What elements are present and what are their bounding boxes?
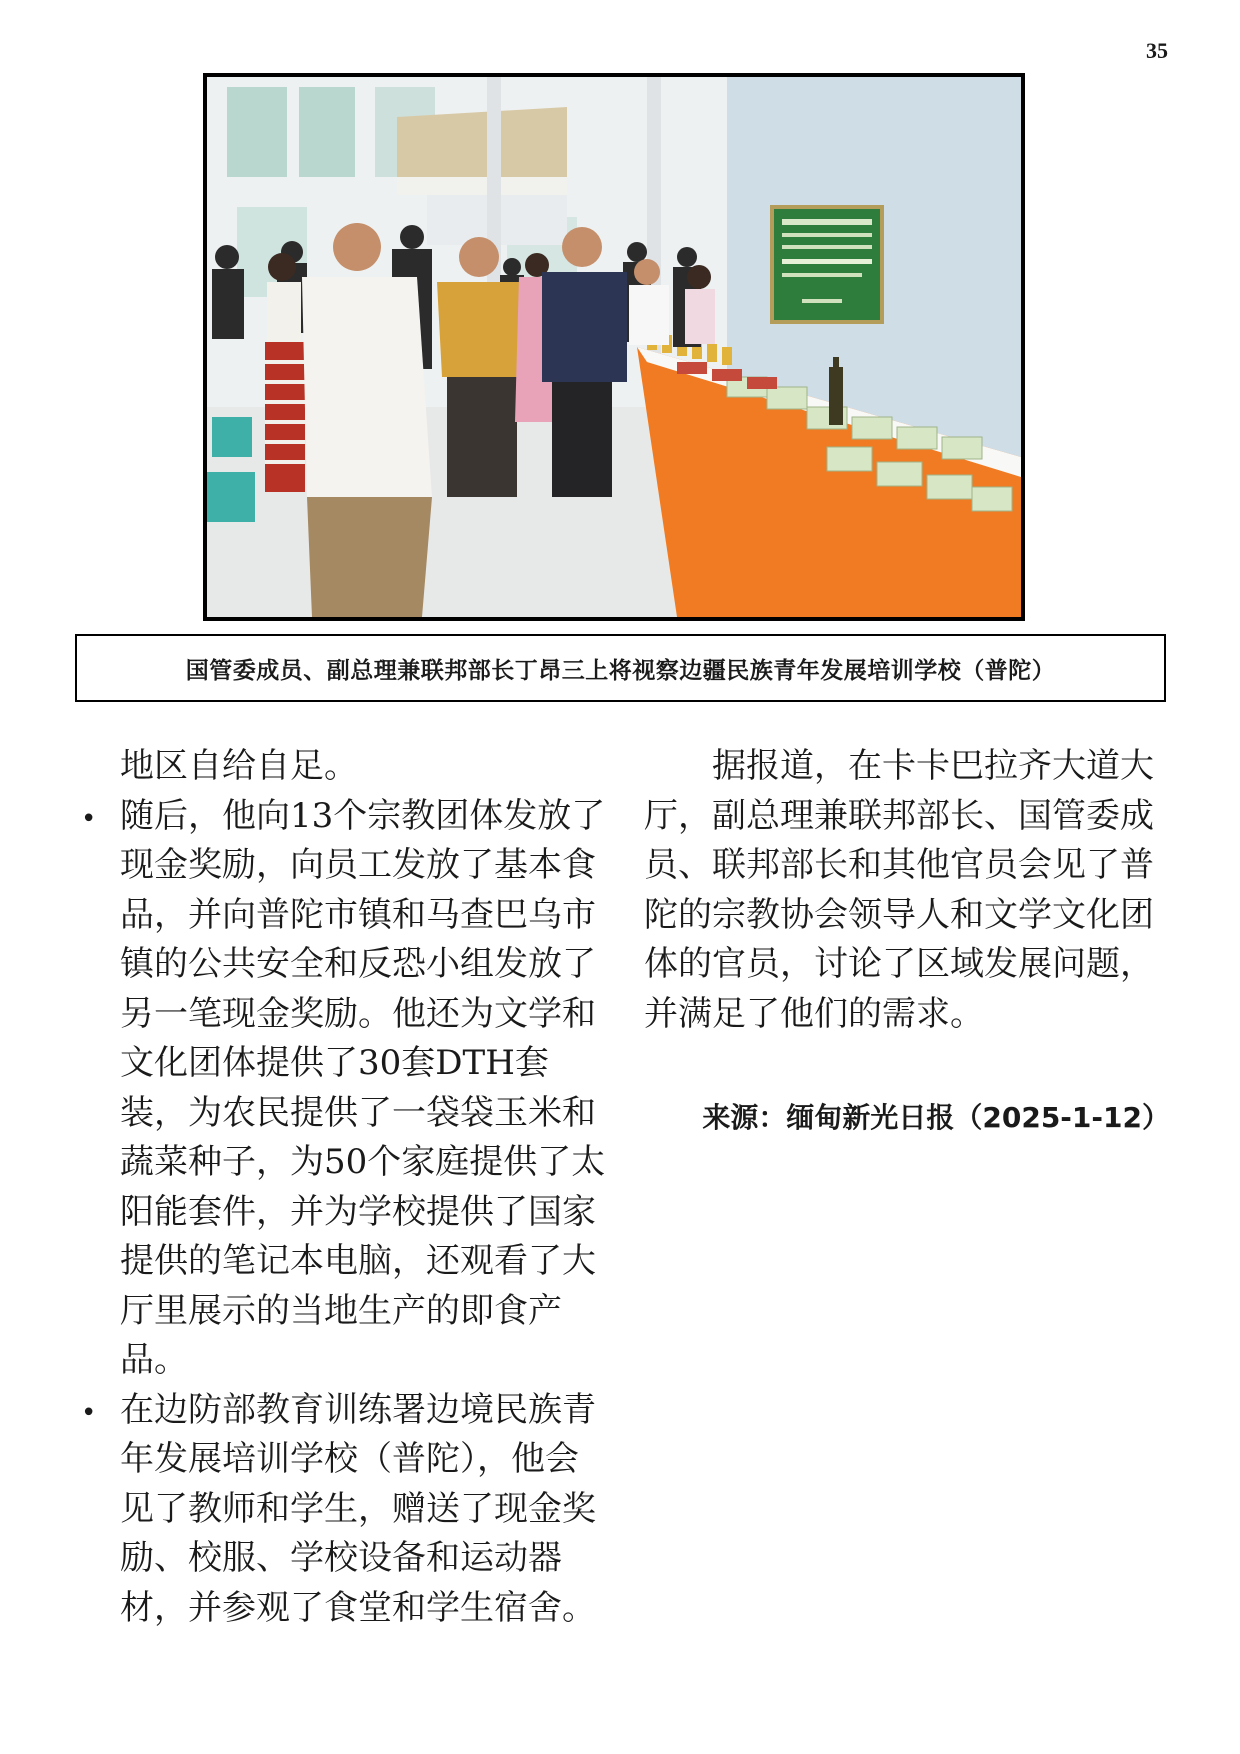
source-attribution: 来源：缅甸新光日报（2025-1-12）	[702, 1101, 1170, 1134]
list-item	[81, 1386, 606, 1634]
list-item-text: 随后，他向13个宗教团体发放了现金奖励，向员工发放了基本食品，并向普陀市镇和马查巴乌市镇的公共安全和反恐小组发放了另一笔现金奖励。他还为文学和文化团体提供了30套DTH套装，为农民提供了一袋袋玉米和蔬菜种子，为50个家庭提供了太阳能套件，并为学校提供了国家提供的笔记本电脑，还观看了大厅里展示的当地生产的即食产品。	[120, 795, 606, 1380]
continuation-text: 地区自给自足。	[120, 746, 358, 786]
list-item	[81, 792, 606, 1386]
list-item-text: 在边防部教育训练署边境民族青年发展培训学校（普陀），他会见了教师和学生，赠送了现金奖励、校服、学校设备和运动器材，并参观了食堂和学生宿舍。	[120, 1389, 596, 1628]
bullet-list	[81, 792, 606, 1634]
bullet-icon: •	[81, 803, 97, 834]
news-photo-illustration	[207, 77, 1021, 617]
page-number: 35	[1146, 38, 1168, 63]
news-photo	[203, 73, 1025, 621]
bullet-icon: •	[81, 1397, 97, 1428]
left-column	[81, 742, 606, 1633]
right-column	[644, 742, 1170, 1143]
photo-caption: 国管委成员、副总理兼联邦部长丁昂三上将视察边疆民族青年发展培训学校（普陀）	[75, 634, 1166, 702]
body-paragraph: 据报道，在卡卡巴拉齐大道大厅，副总理兼联邦部长、国管委成员、联邦部长和其他官员会见了普陀的宗教协会领导人和文学文化团体的官员，讨论了区域发展问题，并满足了他们的需求。	[644, 746, 1154, 1034]
